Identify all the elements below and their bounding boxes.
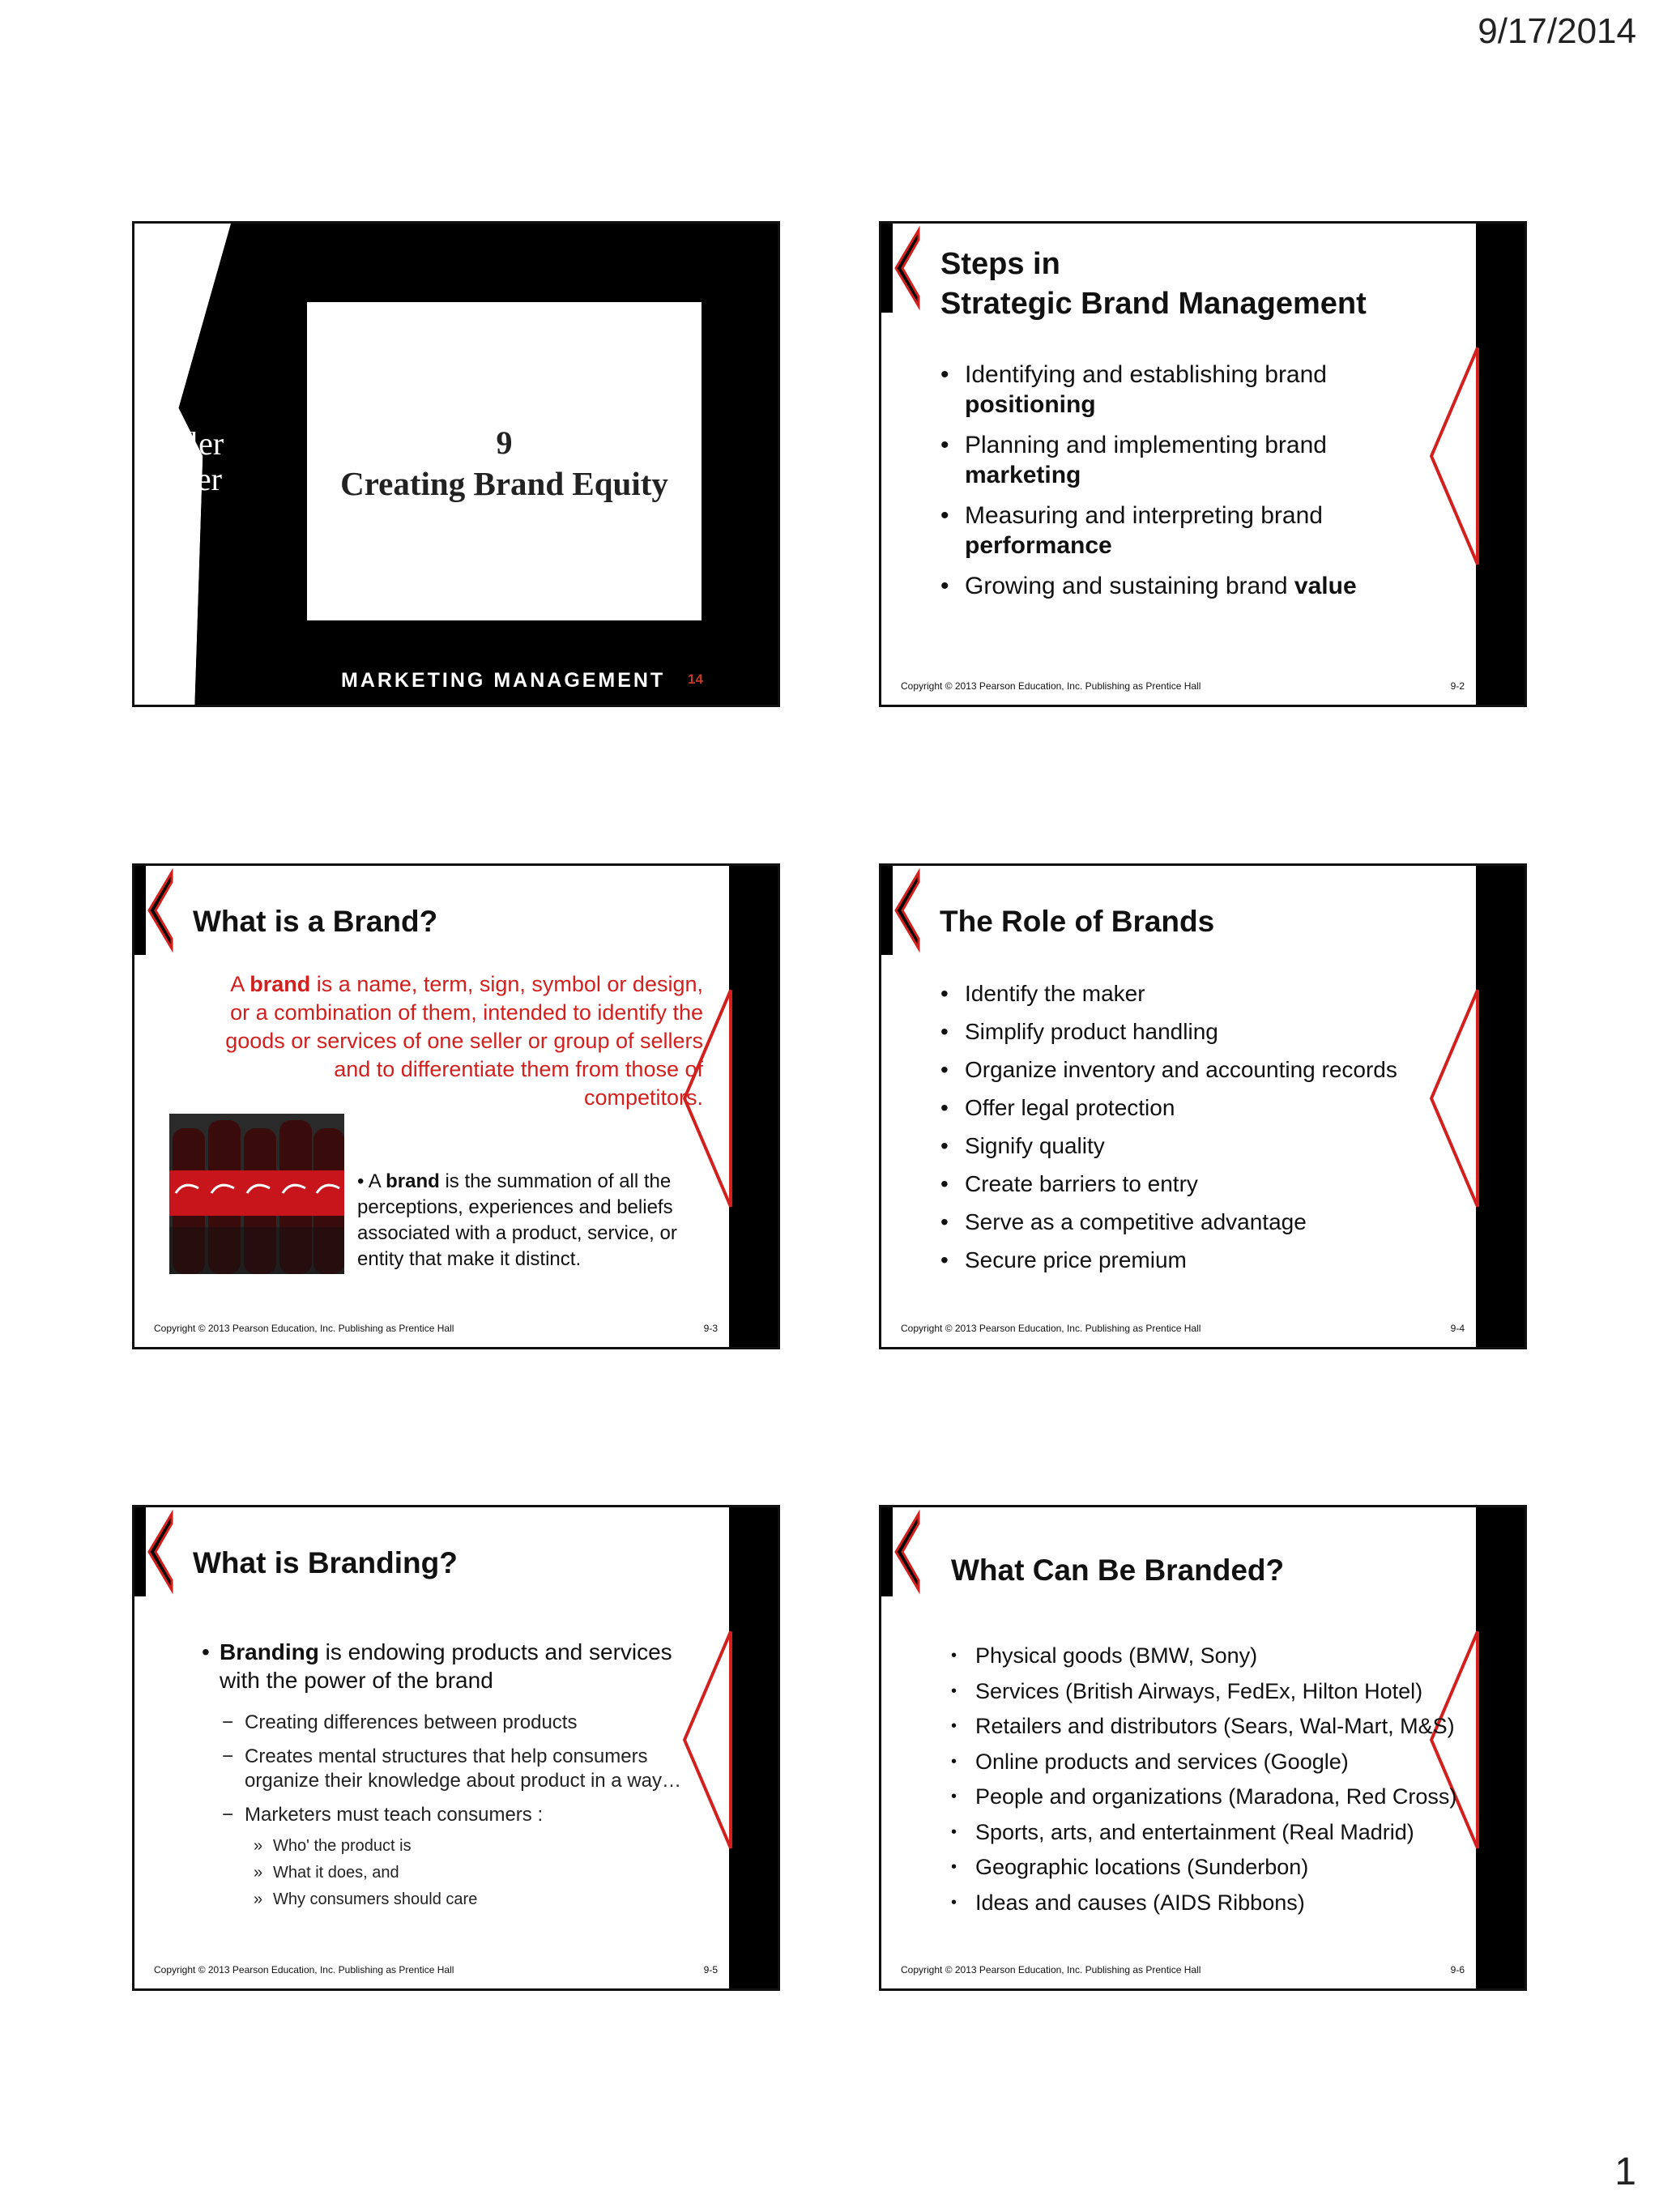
- slide-number: 9-2: [1450, 680, 1465, 692]
- slide-title: The Role of Brands: [940, 905, 1215, 938]
- slide-4-role-of-brands: [879, 863, 1527, 1349]
- list-item: − Creates mental structures that help consumers organize their knowledge about product in a way…: [222, 1745, 708, 1793]
- k-logo-mark: [881, 224, 922, 313]
- list-item: − Creating differences between products: [222, 1711, 708, 1735]
- list-item: • Simplify product handling: [940, 1012, 1467, 1051]
- brandable-list: [951, 1639, 1478, 1920]
- slide-6-what-can-be-branded: [879, 1505, 1527, 1991]
- list-item: • Measuring and interpreting brand performance: [940, 501, 1394, 560]
- roles-list: [940, 974, 1467, 1279]
- slide-number: 9-4: [1450, 1323, 1465, 1334]
- authors-logo: [141, 426, 224, 497]
- right-chevron-decoration: [1427, 224, 1525, 705]
- list-item: • Planning and implementing brand marketing: [940, 430, 1394, 490]
- list-item: » What it does, and: [254, 1860, 578, 1886]
- slide-number: 9-6: [1450, 1964, 1465, 1975]
- series-name: MARKETING MANAGEMENT: [341, 669, 666, 692]
- list-item: − Marketers must teach consumers :: [222, 1803, 708, 1827]
- author-keller: Keller: [141, 461, 222, 497]
- copyright-footer: Copyright © 2013 Pearson Education, Inc. Publishing as Prentice Hall: [154, 1323, 454, 1334]
- author-kotler: Kotler: [141, 425, 224, 462]
- slide-title: What is Branding?: [193, 1546, 458, 1579]
- list-item: • Physical goods (BMW, Sony): [951, 1639, 1478, 1674]
- brand-summation-bullet: • A brand is the summation of all the perceptions, experiences and beliefs associated with a product, service, or entity that make it distinct.: [357, 1170, 677, 1270]
- chapter-title: Creating Brand Equity: [340, 465, 668, 502]
- list-item: • Signify quality: [940, 1127, 1467, 1165]
- list-item: » Who' the product is: [254, 1833, 578, 1860]
- copyright-footer: Copyright © 2013 Pearson Education, Inc. Publishing as Prentice Hall: [154, 1964, 454, 1975]
- slide-title: [940, 245, 1367, 325]
- teach-consumers-list: [254, 1833, 578, 1913]
- branding-subpoints: [222, 1711, 708, 1837]
- slide-title-line1: Steps in: [940, 247, 1060, 281]
- list-item: • Geographic locations (Sunderbon): [951, 1850, 1478, 1886]
- chapter-title-box: [307, 302, 702, 620]
- slide-title-line2: Strategic Brand Management: [940, 287, 1367, 322]
- slide-number: 9-3: [703, 1323, 718, 1334]
- chapter-number: 9: [496, 424, 513, 461]
- list-item: » Why consumers should care: [254, 1886, 578, 1913]
- brand-definition: A brand is a name, term, sign, symbol or design, or a combination of them, intended to identify the goods or services of one seller or group of sellers and to differentiate them from those of competitors.: [225, 972, 703, 1110]
- slide-5-what-is-branding: [132, 1505, 780, 1991]
- list-item: • Organize inventory and accounting records: [940, 1051, 1467, 1089]
- branding-definition: • Branding is endowing products and services with the power of the brand: [202, 1639, 672, 1693]
- list-item: • Services (British Airways, FedEx, Hilton Hotel): [951, 1674, 1478, 1710]
- list-item: • Sports, arts, and entertainment (Real Madrid): [951, 1815, 1478, 1851]
- copyright-footer: Copyright © 2013 Pearson Education, Inc. Publishing as Prentice Hall: [901, 1964, 1201, 1975]
- list-item: • Create barriers to entry: [940, 1165, 1467, 1203]
- list-item: • Online products and services (Google): [951, 1745, 1478, 1780]
- list-item: • Growing and sustaining brand value: [940, 571, 1394, 601]
- k-logo-mark: [881, 866, 922, 955]
- slide-number: 9-5: [703, 1964, 718, 1975]
- slide-title: What Can Be Branded?: [951, 1554, 1285, 1587]
- list-item: • Retailers and distributors (Sears, Wal-Mart, M&S): [951, 1709, 1478, 1745]
- slide-1-title: [132, 221, 780, 707]
- slide-title: What is a Brand?: [193, 905, 438, 938]
- page-number: 1: [1614, 2150, 1636, 2193]
- slide-3-what-is-brand: [132, 863, 780, 1349]
- list-item: • People and organizations (Maradona, Red Cross): [951, 1779, 1478, 1815]
- slide-2-steps: [879, 221, 1527, 707]
- list-item: • Secure price premium: [940, 1241, 1467, 1279]
- list-item: • Offer legal protection: [940, 1089, 1467, 1127]
- page-date: 9/17/2014: [1478, 11, 1636, 51]
- list-item: • Serve as a competitive advantage: [940, 1203, 1467, 1241]
- coca-cola-bottles-image: [169, 1114, 344, 1274]
- k-logo-mark: [134, 1507, 175, 1596]
- copyright-footer: Copyright © 2013 Pearson Education, Inc. Publishing as Prentice Hall: [901, 1323, 1201, 1334]
- k-logo-mark: [134, 866, 175, 955]
- list-item: • Identify the maker: [940, 974, 1467, 1012]
- edition-number: 14: [688, 671, 703, 687]
- list-item: • Identifying and establishing brand positioning: [940, 360, 1394, 420]
- copyright-footer: Copyright © 2013 Pearson Education, Inc. Publishing as Prentice Hall: [901, 680, 1201, 692]
- steps-list: [940, 360, 1394, 612]
- k-logo-mark: [881, 1507, 922, 1596]
- list-item: • Ideas and causes (AIDS Ribbons): [951, 1886, 1478, 1921]
